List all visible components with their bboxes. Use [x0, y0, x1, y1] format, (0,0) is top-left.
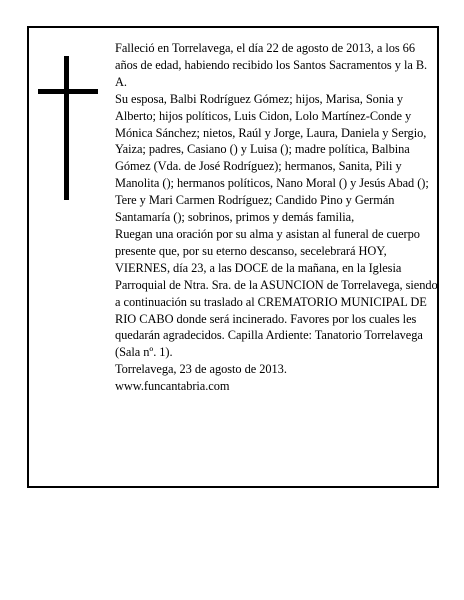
funeral-details: Ruegan una oración por su alma y asistan al funeral de cuerpo presente que, por su eterno descanso, secelebrará HOY, VIERNES, día 23, a las DOCE de la mañana, en la Iglesia Parroquial de Ntra. Sra. de la ASUNCION de Torrelavega, siendo a continuación su traslado al CREMATORIO MUNICIPAL DE RIO CABO donde será incinerado. Favores por los cuales les quedarán agradecidos. Capilla Ardiente: Tanatorio Torrelavega (Sala nº. 1). [115, 226, 438, 360]
cross-horizontal-bar [38, 89, 98, 94]
notice-date: Torrelavega, 23 de agosto de 2013. [115, 362, 287, 377]
website-text: www.funcantabria.com [115, 379, 230, 394]
obituary-text [115, 40, 439, 395]
death-announcement: Falleció en Torrelavega, el día 22 de agosto de 2013, a los 66 años de edad, habiendo recibido los Santos Sacramentos y la B. A. [115, 41, 428, 89]
cross-vertical-bar [64, 56, 69, 200]
latin-cross-icon [38, 56, 98, 200]
family-list: Su esposa, Balbi Rodríguez Gómez; hijos, Marisa, Sonia y Alberto; hijos políticos, Luis Cidon, Lolo Martínez-Conde y Mónica Sánchez; nietos, Raúl y Jorge, Laura, Daniela y Sergio, Yaiza; padres, Casiano () y Luisa (); madre política, Balbina Gómez (Vda. de José Rodríguez); hermanos, Sanita, Pili y Manolita (); hermanos políticos, Nano Moral () y Jesús Abad (); Tere y Mari Carmen Rodríguez; Candido Pino y Germán Santamaría (); sobrinos, primos y demás familia, [115, 91, 429, 225]
obituary-notice [27, 26, 439, 488]
